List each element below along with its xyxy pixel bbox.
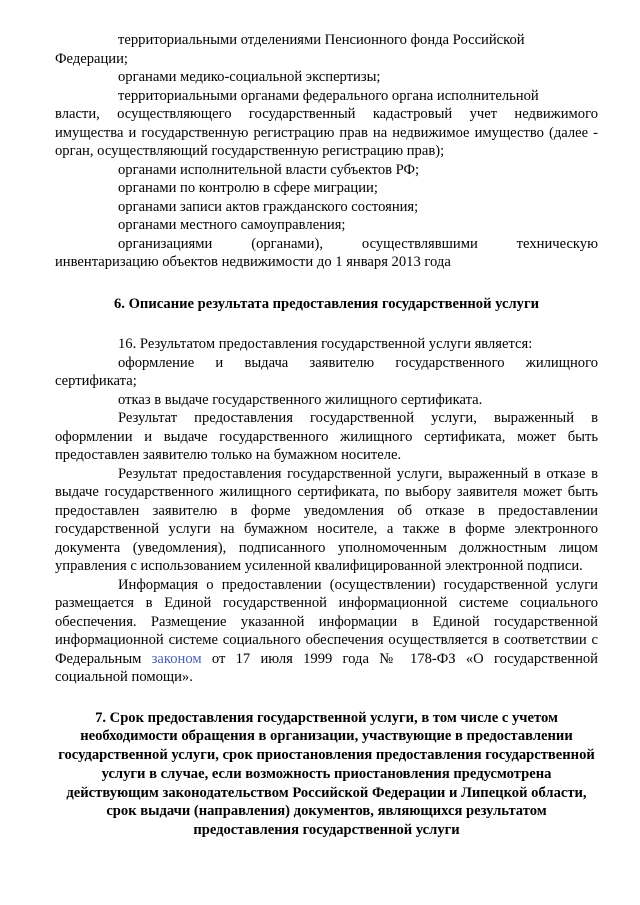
paragraph-pension-fund: [118, 31, 598, 50]
paragraph-federal-organ: [118, 87, 598, 106]
section-6-heading: 6. Описание результата предоставления государственной услуги: [113, 295, 539, 312]
paragraph-information: [55, 576, 598, 687]
paragraph-text: территориальными органами федерального органа исполнительной: [118, 87, 539, 104]
paragraph-result-paper: Результат предоставления государственной услуги, выраженный в оформлении и выдаче государственного жилищного сертификата, может быть предоставлен заявителю только на бумажном носителе.: [55, 410, 598, 463]
paragraph-result-refusal: Результат предоставления государственной услуги, выраженный в отказе в выдаче государственного жилищного сертификата, по выбору заявителя может быть предоставлен заявителю в форме уведомления об отказе в предоставлении государственной услуги на бумажном носителе, а также в форме электронного документа (уведомления), подписанного уполномоченным должностным лицом управления с использованием усиленной квалифицированной электронной подписи.: [55, 465, 598, 574]
paragraph-text: организациями (органами), осуществлявшими техническую: [118, 235, 598, 252]
paragraph-executive-subjects: органами исполнительной власти субъектов РФ;: [118, 161, 420, 178]
law-link[interactable]: законом: [151, 650, 202, 667]
paragraph-medical-expertise: органами медико-социальной экспертизы;: [118, 69, 381, 85]
result-item-refusal: отказ в выдаче государственного жилищного сертификата.: [118, 391, 483, 408]
paragraph-federal-organ-cont: власти, осуществляющего государственный кадастровый учет недвижимого имущества и государственную регистрацию прав на недвижимое имущество (далее - орган, осуществляющий государственную регистрацию прав);: [55, 106, 598, 159]
paragraph-migration: органами по контролю в сфере миграции;: [118, 180, 378, 196]
section-7-heading: 7. Срок предоставления государственной услуги, в том числе с учетом необходимости обращения в организации, участвующие в предоставлении государственной услуги, срок приостановления предоставления государственной услуги в случае, если возможность приостановления предусмотрена действующим законодательством Российской Федерации и Липецкой области, срок выдачи (направления) документов, являющихся результатом предоставления государственной услуги: [58, 709, 595, 839]
paragraph-inventory-orgs: [118, 235, 598, 254]
result-item-issue: [118, 354, 598, 373]
paragraph-text: Федерации;: [55, 50, 128, 67]
paragraph-civil-registry: органами записи актов гражданского состояния;: [118, 198, 419, 215]
paragraph-text: от 17 июля 1999 года № 178-ФЗ «О государственной социальной помощи».: [55, 650, 598, 685]
paragraph-inventory-orgs-cont: инвентаризацию объектов недвижимости до 1 января 2013 года: [55, 254, 451, 270]
result-item-issue-cont: сертификата;: [55, 373, 137, 389]
paragraph-text: территориальными отделениями Пенсионного фонда Российской: [118, 32, 525, 48]
paragraph-16: 16. Результатом предоставления государственной услуги является:: [118, 336, 533, 352]
paragraph-text: Информация о предоставлении (осуществлении) государственной услуги размещается в Единой государственной информационной системе социального обеспечения. Размещение указанной информации в Единой государственной информационной системе социального обеспечения осуществляется в соответствии с Федеральным: [55, 576, 598, 667]
paragraph-text: оформление и выдача заявителю государственного жилищного: [118, 354, 598, 371]
paragraph-local-government: органами местного самоуправления;: [118, 217, 346, 233]
paragraph-pension-fund-cont: [55, 50, 598, 69]
